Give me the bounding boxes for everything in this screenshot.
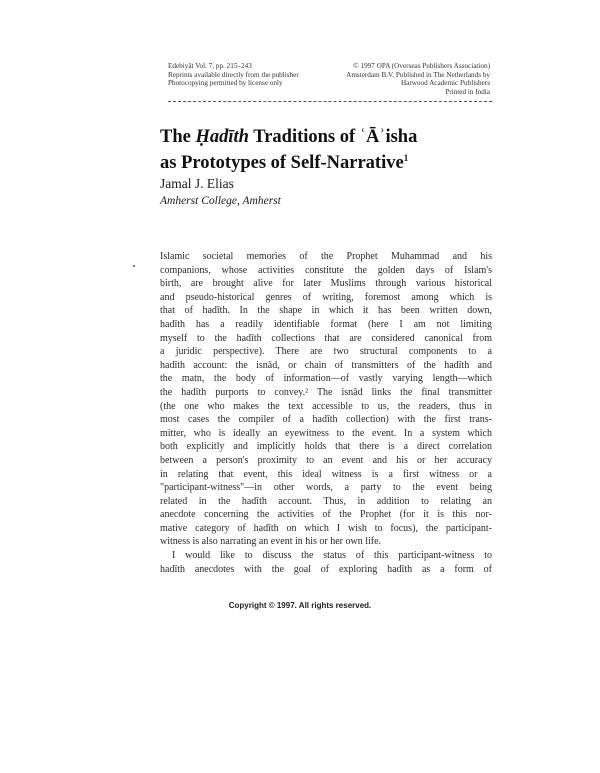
body-line: the matn, the body of information—of vastly varying length—which	[160, 373, 492, 385]
body-line: anecdote concerning the activities of the Prophet (for it is this nor-	[160, 509, 492, 521]
publisher-notice	[318, 62, 490, 96]
body-line: I would like to discuss the status of this participant-witness to	[172, 550, 492, 562]
body-line: the hadīth purports to convey.² The isnād links the final transmitter	[160, 386, 492, 398]
title-part: Traditions of ʿĀʾisha	[248, 127, 418, 147]
publisher-line: © 1997 OPA (Overseas Publishers Association)	[353, 62, 490, 70]
body-line: related in the hadīth account. Thus, in addition to relating an	[160, 495, 492, 507]
body-line: and pseudo-historical genres of writing, foremost among which is	[160, 291, 492, 303]
body-line: myself to the hadīth collections that are considered canonical from	[160, 332, 492, 344]
body-line: hadīth has a readily identifiable format (here I am not limiting	[160, 318, 492, 330]
copyright-notice: Copyright © 1997. All rights reserved.	[228, 601, 372, 610]
body-line: most cases the compiler of a hadīth collection) with the first trans-	[160, 414, 492, 426]
publisher-line: Amsterdam B.V. Published in The Netherlands by	[346, 70, 490, 79]
title-footnote-marker: 1	[403, 153, 409, 163]
journal-citation	[168, 62, 343, 88]
body-line: Islamic societal memories of the Prophet Muhammad and his	[160, 251, 492, 262]
body-line: between a person's proximity to an event and his or her accuracy	[160, 454, 492, 466]
body-line: mitter, who is ideally an eyewitness to the event. In a system which	[160, 427, 492, 439]
body-line: that of hadīth. In the shape in which it has been written down,	[160, 305, 492, 317]
body-line: mative category of hadīth on which I wish to focus), the participant-	[160, 522, 492, 534]
body-line: hadīth anecdotes with the goal of exploring hadīth as a form of	[160, 563, 492, 575]
article-body	[160, 250, 492, 576]
body-line: "participant-witness"—in other words, a party to the event being	[160, 482, 492, 494]
margin-mark	[133, 265, 135, 267]
citation-line: Reprints available directly from the publisher	[168, 70, 299, 79]
body-line: birth, are brought alive for later Muslims through various historical	[160, 278, 492, 290]
citation-line: Photocopying permitted by license only	[168, 79, 283, 87]
publisher-line: Harwood Academic Publishers	[400, 79, 490, 87]
body-line: in relating that event, this ideal witness is a first witness or a	[160, 468, 492, 480]
title-italic-term: Ḥadīth	[195, 127, 249, 147]
citation-line: Edebiyât Vol. 7, pp. 215–243	[168, 62, 252, 70]
body-line: witness is also narrating an event in his or her own life.	[160, 536, 382, 548]
author-name: Jamal J. Elias	[160, 176, 234, 191]
body-line: both explicitly and implicitly holds that there is a direct correlation	[160, 441, 492, 453]
header-divider	[168, 101, 492, 102]
title-part: as Prototypes of Self-Narrative	[160, 153, 404, 173]
article-title	[160, 127, 500, 174]
publisher-line: Printed in India	[445, 87, 490, 96]
body-line: companions, whose activities constitute the golden days of Islam's	[160, 264, 492, 276]
body-line: hadīth account: the isnād, or chain of transmitters of the hadīth and	[160, 359, 492, 371]
title-part: The	[160, 127, 196, 147]
body-line: (the one who makes the text accessible to us, the readers, thus in	[160, 400, 492, 412]
author-affiliation: Amherst College, Amherst	[160, 195, 281, 207]
body-line: a juridic perspective). There are two structural components to a	[160, 346, 492, 358]
